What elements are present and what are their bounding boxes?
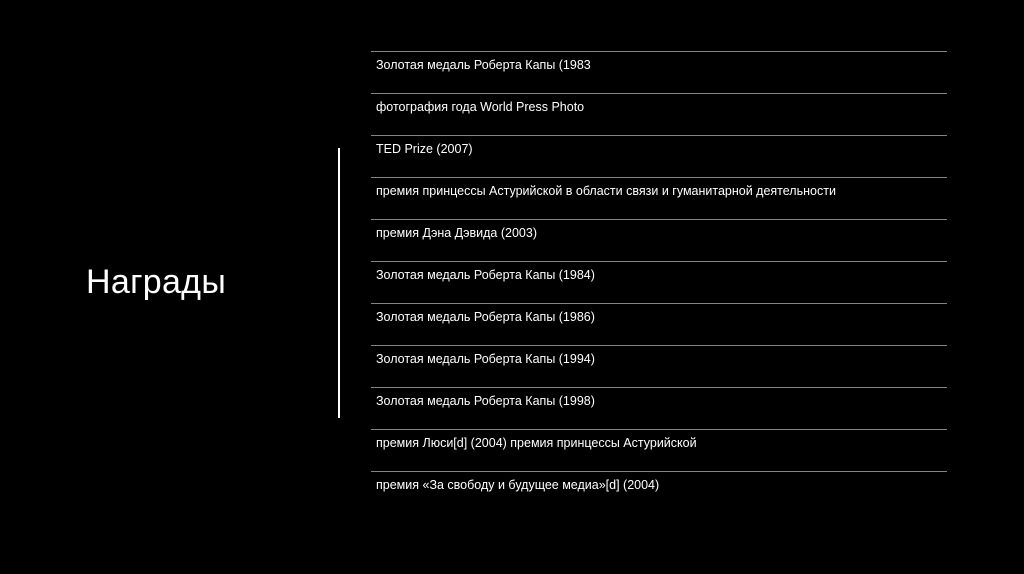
award-item: Золотая медаль Роберта Капы (1984) <box>371 261 947 303</box>
award-item: TED Prize (2007) <box>371 135 947 177</box>
award-item: премия Люси[d] (2004) премия принцессы Астурийской <box>371 429 947 471</box>
award-item: премия принцессы Астурийской в области связи и гуманитарной деятельности <box>371 177 947 219</box>
slide-title: Награды <box>86 263 227 301</box>
award-item: Золотая медаль Роберта Капы (1986) <box>371 303 947 345</box>
vertical-divider <box>338 148 340 418</box>
awards-list <box>371 51 947 513</box>
award-item: Золотая медаль Роберта Капы (1994) <box>371 345 947 387</box>
award-item: Золотая медаль Роберта Капы (1998) <box>371 387 947 429</box>
award-item: премия Дэна Дэвида (2003) <box>371 219 947 261</box>
award-item: Золотая медаль Роберта Капы (1983 <box>371 51 947 93</box>
award-item: премия «За свободу и будущее медиа»[d] (2004) <box>371 471 947 513</box>
award-item: фотография года World Press Photo <box>371 93 947 135</box>
